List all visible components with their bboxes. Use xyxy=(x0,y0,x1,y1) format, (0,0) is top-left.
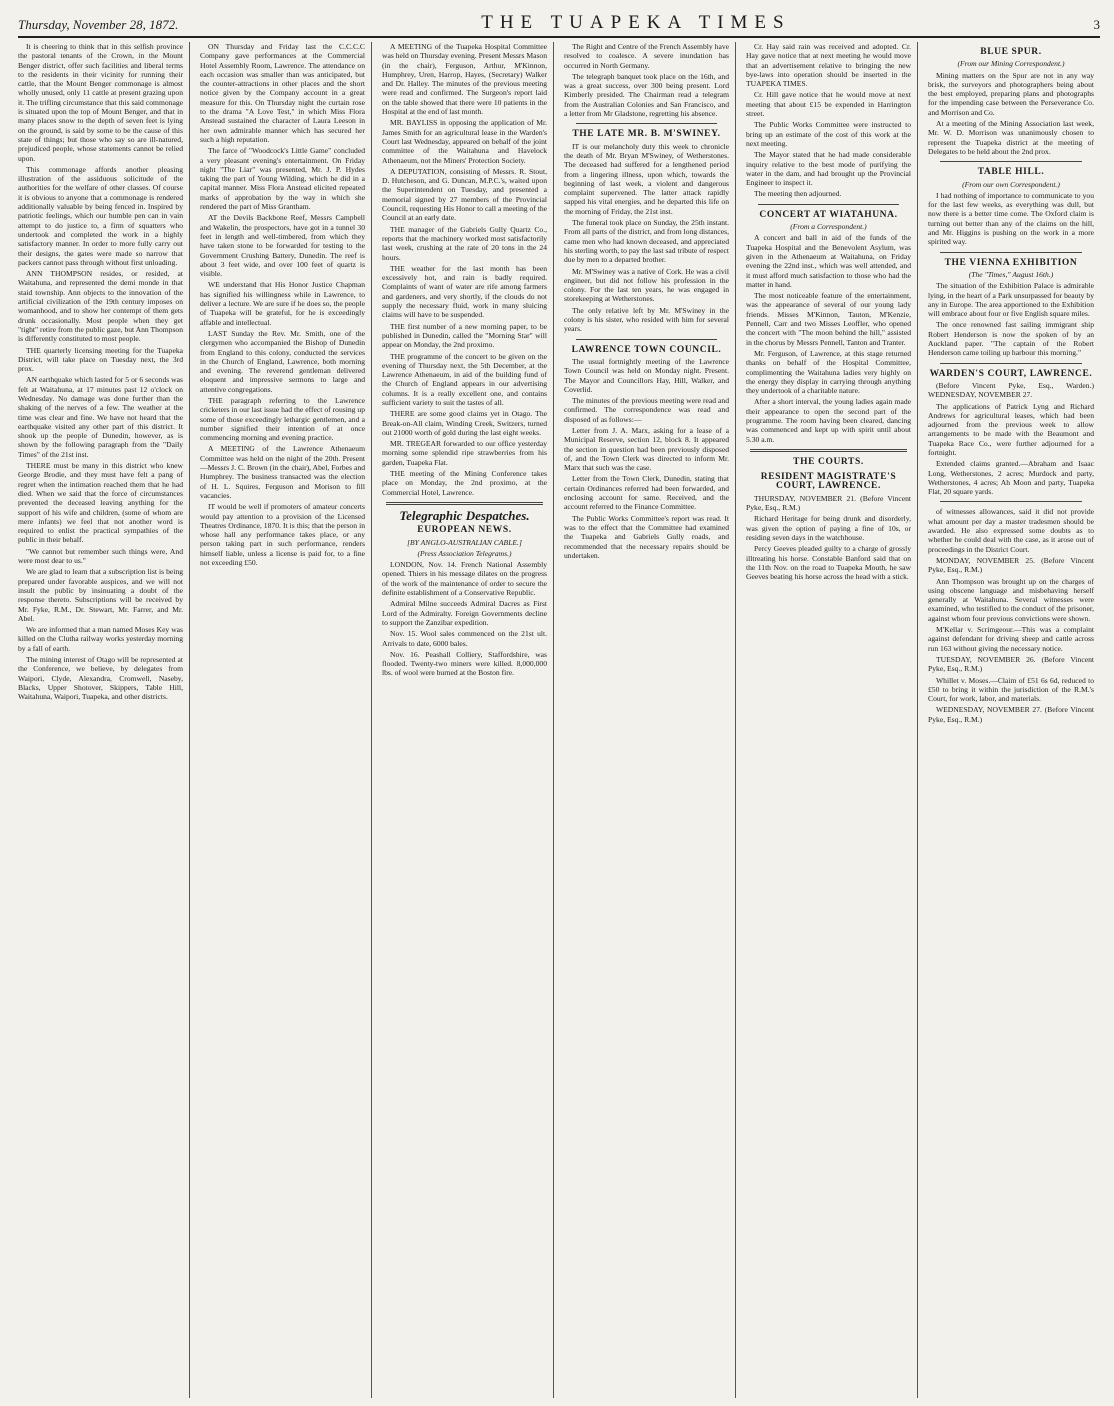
council-heading: LAWRENCE TOWN COUNCIL. xyxy=(571,344,722,355)
divider xyxy=(576,123,717,124)
paragraph: IT would be well if promoters of amateur concerts would pay attention to a provision of the Licensed Theatres Ordinance, 1870. It is this; that the person in whose hall any performance takes place, or any person taking part in such performance, renders himself liable, unless a license is paid for, to a fine not exceeding £50. xyxy=(200,502,365,568)
paragraph: The Public Works Committee's report was read. It was to the effect that the Committee had examined the Tuapeka and Gabriels Gully roads, and recommended that the necessary repairs should be undertaken. xyxy=(564,513,729,560)
paragraph: MR. TREGEAR forwarded to our office yesterday morning some splendid ripe strawberries from his garden, Tuapeka Flat. xyxy=(382,439,547,467)
paragraph: ON Thursday and Friday last the C.C.C.C Company gave performances at the Commercial Hotel Assembly Room, Lawrence. The attendance on each occasion was smaller than was anticipated, but the counter-attractions in other places and the short notice given by the Company account in a great measure for this. On Thursday night the curtain rose to the drama "A Love Test," in which Miss Flora Anstead sustained the character of Laura Leeson in her own admirable manner which has secured her such a high reputation. xyxy=(200,42,365,144)
paragraph: The minutes of the previous meeting were read and confirmed. The correspondence was read and disposed of as follows:— xyxy=(564,396,729,424)
paragraph: Letter from J. A. Marx, asking for a lease of a Municipal Reserve, section 12, block 8. It appeared the section in question had been previously disposed of, and the Town Clerk was directed to inform Mr. Marx that such was the case. xyxy=(564,425,729,473)
paragraph: THE programme of the concert to be given on the evening of Thursday next, the 5th December, at the Lawrence Athenaeum, in aid of the building fund of the Church of England appears in our advertising columns. It is a really excellent one, and contains sufficient variety to suit the tastes of all. xyxy=(382,351,547,407)
paragraph: THE first number of a new morning paper, to be published in Dunedin, called the "Morning Star" will appear on Monday, the 2nd proximo. xyxy=(382,321,547,350)
paragraph: LAST Sunday the Rev. Mr. Smith, one of the clergymen who accompanied the Bishop of Dunedin from England to this colony, conducted the services in the Church of England, Lawrence, both morning and evening. The reverend gentleman delivered eloquent and impressive sermons to large and attentive congregations. xyxy=(200,328,365,394)
blue-spur-paragraphs xyxy=(928,71,1094,157)
column-6 xyxy=(928,42,1100,1398)
paragraph: THERE must be many in this district who knew George Brodie, and they must have felt a pang of regret when the intimation reached them that he had died. When we said that the force of circumstances prevented the deceased leaving anything for the support of his wife and children, (some of whom are mere infants) we feel that not another word is required to enlist the practical sympathies of the public in their behalf. xyxy=(18,461,183,545)
concert-heading: CONCERT AT WIATAHUNA. xyxy=(759,209,898,220)
paragraph: TUESDAY, NOVEMBER 26. (Before Vincent Pyke, Esq., R.M.) xyxy=(928,654,1094,674)
paragraph: We are informed that a man named Moses Key was killed on the Clutha railway works yesterday morning by a fall of earth. xyxy=(18,625,183,653)
divider xyxy=(940,363,1082,364)
masthead xyxy=(18,8,1100,38)
paragraph: This commonage affords another pleasing illustration of the assiduous solicitude of the authorities for the welfare of other classes. Of course it is obvious to anyone that a commonage is rendered additionally valuable by being fenced in. Inspired by patriotic feelings, which our humble pen can in vain attempt to do justice to, a firm of squatters who undertook and completed the work in a highly satisfactory manner. In order to more fully carry out their designs, the gates were made so narrow that packers cannot pass through without first unloading. xyxy=(18,164,183,267)
paragraph: The most noticeable feature of the entertainment, was the appearance of several of our young lady friends. Misses M'Kinnon, Tauton, M'Kenzie, Pennell, Carr and two Misses Leoffler, who opened the concert with "The moon behind the hill," assisted in the chorus by Messrs Pennell, Tanton and Tranter. xyxy=(746,291,911,347)
paragraph: A DEPUTATION, consisting of Messrs. R. Stout, D. Hutcheson, and G. Duncan, M.P.C.'s, waited upon the Superintendent on Tuesday, and presented a memorial signed by 27 members of the Provincial Council, requesting His Honor to call a meeting of the Council at an early date. xyxy=(382,166,547,223)
paragraph: MONDAY, NOVEMBER 25. (Before Vincent Pyke, Esq., R.M.) xyxy=(928,555,1094,575)
paragraph: Extended claims granted.—Abraham and Isaac Long, Wetherstones, 2 acres; Murdock and party, Wetherstones, 4 acres; Ah Moon and party, Tuapeka Flat, 20 square yards. xyxy=(928,459,1094,497)
paragraph: Richard Heritage for being drunk and disorderly, was given the option of paying a fine of 10s, or residing seven days in the watchhouse. xyxy=(746,514,911,542)
telegraph-heading: Telegraphic Despatches. xyxy=(399,507,530,523)
council-paragraphs xyxy=(564,357,729,560)
divider xyxy=(940,252,1082,253)
column-1-paragraphs xyxy=(18,42,183,701)
paragraph: Nov. 16. Peashall Colliery, Staffordshire, was flooded. Twenty-two miners were killed. 8,000,000 lbs. of wool were burned at the Boston fire. xyxy=(382,649,547,678)
paragraph: A MEETING of the Tuapeka Hospital Committee was held on Thursday evening. Present Messrs Mason (in the chair), Ferguson, Arthur, M'Kinnon, Humphrey, Uren, Harrop, Hayes, (Secretary) Walker and Dr. Halley. The minutes of the previous meeting were read and confirmed. The Surgeon's report laid on the table showed that there were 10 patients in the Hospital at the end of last month. xyxy=(382,42,547,117)
vienna-paragraphs xyxy=(928,281,1094,357)
paragraph: Admiral Milne succeeds Admiral Dacres as First Lord of the Admiralty. Foreign Governments decline to support the Zanzibar expedition. xyxy=(382,599,547,627)
blue-spur-heading: BLUE SPUR. xyxy=(980,47,1042,57)
paragraph: Mining matters on the Spur are not in any way brisk, the surveyors and photographers being about the best employed, preparing plans and photographs for the impending case between the Perseverance Co. and Morrison and Co. xyxy=(928,70,1094,117)
concert-sub: (From a Correspondent.) xyxy=(790,222,867,232)
paragraph: Whillet v. Moses.—Claim of £51 6s 6d, reduced to £50 to bring it within the jurisdiction of the R.M.'s Court, for work, labor, and materials. xyxy=(928,675,1094,704)
paragraph: M'Kellar v. Scrimgeour.—This was a complaint against defendant for driving sheep and cattle across run 163 without giving the necessary notice. xyxy=(928,625,1094,653)
divider xyxy=(576,339,717,340)
death-paragraphs xyxy=(564,142,729,334)
paragraph: The funeral took place on Sunday, the 25th instant. From all parts of the district, and from long distances, came men who had known deceased, and appreciated his sterling worth, to pay the last sad tribute of respect due by men to a departed brother. xyxy=(564,218,729,265)
column-2-paragraphs xyxy=(200,42,365,567)
paragraph: The mining interest of Otago will be represented at the Conference, we believe, by delegates from Waipori, Clyde, Alexandra, Cromwell, Naseby, Blacks, Upper Shotover, Skippers, Table Hill, Waitahuna, Waipori, Tuapeka, and other districts. xyxy=(18,655,183,702)
paragraph: AT the Devils Backbone Reef, Messrs Campbell and Wakelin, the prospectors, have got in a tunnel 30 feet in length and well-timbered, from which they have taken stone to be forwarded for testing to the Government Crushing Battery, Dunedin. The reef is about 3 feet wide, and over 100 feet of quartz is visible. xyxy=(200,213,365,279)
paragraph: THE weather for the last month has been excessively hot, and rain is badly required. Complaints of want of water are rife among farmers and gardeners, and very shortly, if the clouds do not supply the necessary fluid, work in many sluicing claims will have to be suspended. xyxy=(382,263,547,320)
column-2 xyxy=(200,42,372,1398)
divider xyxy=(758,204,899,205)
divider xyxy=(940,501,1082,502)
european-news-heading: EUROPEAN NEWS. xyxy=(417,525,512,536)
blue-spur-sub: (From our Mining Correspondent.) xyxy=(957,59,1065,69)
table-hill-sub: (From our own Correspondent.) xyxy=(962,179,1060,189)
paragraph: The situation of the Exhibition Palace is admirable lying, in the heart of a Park unsurpassed for beauty by any in Europe. The area apportioned to the Exhibition will embrace about four or five English square miles. xyxy=(928,281,1094,319)
paragraph: ANN THOMPSON resides, or resided, at Waitahuna, and represented the demi monde in that staid township. Ann objects to the innovation of the artificial civilization of the 19th century imposes on womanhood, and to show her contempt of them gets drunk occasionally. Most people when they get "tight" retire from the public gaze, but Ann Thompson is differently constituted to most people. xyxy=(18,269,183,344)
paragraph: Percy Geeves pleaded guilty to a charge of grossly illtreating his horse. Constable Banford said that on the 11th Nov. on the road to Tuapeka Mouth, he saw Geeves beating his horse across the head with a stick. xyxy=(746,544,911,582)
column-4 xyxy=(564,42,736,1398)
paragraph: Mr. Ferguson, of Lawrence, at this stage returned thanks on behalf of the Hospital Committee, complimenting the Waitahuna ladies very highly on the energy they display in carrying through anything they undertook of a charitable nature. xyxy=(746,348,911,396)
paragraph: THERE are some good claims yet in Otago. The Break-on-All claim, Winding Creek, Switzers, turned out 21000 worth of gold during the last eight weeks. xyxy=(382,409,547,437)
court-paragraphs xyxy=(746,494,911,582)
death-heading: THE LATE MR. B. M'SWINEY. xyxy=(572,129,721,140)
paragraph: THE meeting of the Mining Conference takes place on Monday, the 2nd proximo, at the Commercial Hotel, Lawrence. xyxy=(382,469,547,497)
paragraph: AN earthquake which lasted for 5 or 6 seconds was felt at Waitahuna, at 17 minutes past 12 o'clock on Wednesday. No damage was done further than the shaking of the nerves of a few. The weather at the time was clear and fine. We have not heard that the earthquake visited any other part of this district. It shook up the people of Dunedin, however, as is shown by the following paragraph from the "Daily Times" of the 21st inst. xyxy=(18,375,183,459)
paragraph: The farce of "Woodcock's Little Game" concluded a very pleasant evening's entertainment. On Friday night "The Liar" was presented, Mr. J. P. Hydes taking the part of Young Wilding, which he did in a capital manner. Miss Flora Anstead elicited repeated marks of approbation by the way in which she rendered the part of Miss Grantham. xyxy=(200,146,365,212)
paragraph: THE quarterly licensing meeting for the Tuapeka District, will take place on Tuesday next, the 3rd prox. xyxy=(18,345,183,374)
paragraph: A concert and ball in aid of the funds of the Tuapeka Hospital and the Benevolent Asylum, was given in the Athenaeum at Waitahuna, on Friday evening the 22nd inst., which was well attended, and it must afford much satisfaction to those who had the matter in hand. xyxy=(746,233,911,289)
paragraph: The Public Works Committee were instructed to bring up an estimate of the cost of this work at the next meeting. xyxy=(746,120,911,148)
table-hill-heading: TABLE HILL. xyxy=(977,167,1045,178)
paragraph: We are glad to learn that a subscription list is being prepared under favorable auspices, and we will not insult the public by insinuating a doubt of the response thereto. Subscriptions will be received by Mr. Fyke, R.M., Dr. Stewart, Mr. Farrer, and Mr. Abel. xyxy=(18,567,183,623)
paragraph: The usual fortnightly meeting of the Lawrence Town Council was held on Monday night. Present. The Mayor and Councillors Hay, Hill, Walker, and Coverlid. xyxy=(564,356,729,394)
divider xyxy=(750,449,907,452)
warden-paragraphs xyxy=(928,381,1094,497)
column-4-paragraphs xyxy=(564,42,729,118)
paragraph: Mr. M'Swiney was a native of Cork. He was a civil engineer, but did not follow his profession in the colony. For the last ten years, he was engaged in storekeeping at Wetherstones. xyxy=(564,266,729,304)
column-6-paragraphs xyxy=(928,507,1094,724)
paragraph: (Before Vincent Pyke, Esq., Warden.) WEDNESDAY, NOVEMBER 27. xyxy=(928,380,1094,400)
paragraph: The only relative left by Mr. M'Swiney in the colony is his sister, who resided with him for several years. xyxy=(564,305,729,334)
column-5-paragraphs xyxy=(746,42,911,199)
paragraph: The meeting then adjourned. xyxy=(754,189,842,199)
divider xyxy=(940,161,1082,162)
paragraph: THE paragraph referring to the Lawrence cricketers in our last issue had the effect of rousing up some of those exceedingly lethargic gentlemen, and a number signified their intention of at once commencing morning and evening practice. xyxy=(200,395,365,443)
paragraph: IT is our melancholy duty this week to chronicle the death of Mr. Bryan M'Swiney, of Wetherstones. The deceased had suffered for a lengthened period from a lingering illness, upon which, towards the beginning of last week, a violent and dangerous complaint supervened. The latter attack rapidly sapped his vital energies, and he departed this life on the morning of Friday, the 21st inst. xyxy=(564,141,729,216)
column-3 xyxy=(382,42,554,1398)
paragraph: WEDNESDAY, NOVEMBER 27. (Before Vincent Pyke, Esq., R.M.) xyxy=(928,705,1094,724)
paragraph: A MEETING of the Lawrence Athenaeum Committee was held on the night of the 20th. Present—Messrs J. C. Brown (in the chair), Abel, Forbes and Humphrey. The business transacted was the election of H. L. Squires, Ferguson and Morison to fill vacancies. xyxy=(200,444,365,500)
cable-line: [BY ANGLO-AUSTRALIAN CABLE.] xyxy=(407,537,522,547)
paragraph: MR. BAYLISS in opposing the application of Mr. James Smith for an agricultural lease in the Warden's Court last Wednesday, appeared on behalf of the joint committee of the Waitahuna and Havelock Athenaeum, not the Miners' Protection Society. xyxy=(382,118,547,165)
paragraph: THURSDAY, NOVEMBER 21. (Before Vincent Pyke, Esq., R.M.) xyxy=(746,493,911,513)
paragraph: At a meeting of the Mining Association last week, Mr. W. D. Morrison was unanimously chosen to represent the Tuapeka district at the meeting of Delegates to be held about the 2nd prox. xyxy=(928,119,1094,156)
warden-heading: WARDEN'S COURT, LAWRENCE. xyxy=(929,368,1093,379)
paragraph: of witnesses allowances, said it did not provide what amount per day a master tradesmen should be awarded. He also expressed some doubts as to whether he could deal with the case, as it arose out of proceedings in the District Court. xyxy=(928,507,1094,554)
court-heading: RESIDENT MAGISTRATE'S COURT, LAWRENCE. xyxy=(760,472,897,492)
issue-date: Thursday, November 28, 1872. xyxy=(18,17,179,32)
table-hill-paragraphs xyxy=(928,191,1094,247)
column-3-paragraphs xyxy=(382,42,547,497)
paragraph: The Mayor stated that he had made considerable inquiry relative to the best mode of purifying the water in the dam, and had brought up the Provincial Engineer to inspect it. xyxy=(746,150,911,188)
concert-paragraphs xyxy=(746,233,911,444)
paragraph: It is cheering to think that in this selfish province the pastoral tenants of the Crown, in the Mount Benger district, offer such facilities and liberal terms to the residents in their vicinity for running their cattle, that the Mount Benger commonage is almost wholly unused, only 11 cattle at present grazing upon it. The trifling circumstance that this said commonage is situated upon the top of Mount Benger, and that in many places snow to the depth of seven feet is lying on the ground, is said by some to be the cause of this state of things; but those who say so are ill-natured, prejudiced people, whose statements cannot be relied upon. xyxy=(18,42,183,163)
paragraph: The applications of Patrick Lyng and Richard Andrews for agricultural leases, which had been adjourned from the previous week to allow arrangements to be made with the Beaumont and Tuapeka Race Co., were further adjourned for a fortnight. xyxy=(928,401,1094,457)
paragraph: LONDON, Nov. 14. French National Assembly opened. Thiers in his message dilates on the progress of the work of the maintenance of order to secure the definite establishment of a Conservative Republic. xyxy=(382,560,547,598)
paragraph: I had nothing of importance to communicate to you for the last few weeks, as everything was dull, but now there is a better time come. The Oxford claim is turning out better than any of the claims on the hill, and Mr. Higgins is pushing on the work in a more spirited way. xyxy=(928,190,1094,247)
paragraph: Letter from the Town Clerk, Dunedin, stating that certain Ordinances referred had been forwarded, and enclosing account for same. Received, and the account referred to the Finance Committee. xyxy=(564,474,729,512)
paragraph: Ann Thompson was brought up on the charges of using obscene language and misbehaving herself generally at Waitahuna. Several witnesses were examined, who testified to the conduct of the prisoner, against whom four previous convictions were shown. xyxy=(928,576,1094,623)
paragraph: WE understand that His Honor Justice Chapman has signified his willingness while in Lawrence, to deliver a lecture. We are sure if he does so, the people of Tuapeka will be grateful, for he is exceedingly affable and intellectual. xyxy=(200,280,365,327)
columns xyxy=(18,42,1100,1398)
vienna-heading: THE VIENNA EXHIBITION xyxy=(944,257,1078,268)
paragraph: "We cannot but remember such things were, And were most dear to us." xyxy=(18,546,183,566)
paragraph: After a short interval, the young ladies again made their appearance to open the second part of the programme. The room having been cleared, dancing was commenced and kept up with spirit until about 5.30 a.m. xyxy=(746,397,911,444)
vienna-sub: (The "Times," August 16th.) xyxy=(968,269,1054,279)
cable-paragraphs xyxy=(382,560,547,678)
paragraph: The telegraph banquet took place on the 16th, and was a great success, over 300 being present. Lord Kimberly presided. The Chairman read a telegram from the Australian Colonies and San Francisco, and a letter from Mr Gladstone, regretting his absence. xyxy=(564,71,729,119)
paragraph: Cr. Hill gave notice that he would move at next meeting that about £15 be expended in Harrington street. xyxy=(746,90,911,119)
paragraph: The once renowned fast sailing immigrant ship Robert Henderson is now the spoken of by an Auckland paper. "The captain of the Robert Henderson came toiling up harbour this morning." xyxy=(928,320,1094,358)
column-5 xyxy=(746,42,918,1398)
newspaper-title: THE TUAPEKA TIMES xyxy=(481,12,791,33)
courts-heading: THE COURTS. xyxy=(793,456,864,467)
page-number: 3 xyxy=(1093,17,1100,32)
paragraph: The Right and Centre of the French Assembly have resolved to coalesce. A severe inundation has occurred in North Germany. xyxy=(564,42,729,70)
cable-sub: (Press Association Telegrams.) xyxy=(417,548,512,558)
paragraph: Nov. 15. Wool sales commenced on the 21st ult. Arrivals to date, 6000 bales. xyxy=(382,629,547,648)
paragraph: THE manager of the Gabriels Gully Quartz Co., reports that the machinery worked most satisfactorily last week, crushing at the rate of 20 tons in the 24 hours. xyxy=(382,224,547,262)
column-1 xyxy=(18,42,190,1398)
divider xyxy=(386,502,543,505)
paragraph: Cr. Hay said rain was received and adopted. Cr. Hay gave notice that at next meeting he would move that an advertisement relative to bringing the new bye-laws into operation should be inserted in the TUAPEKA TIMES. xyxy=(746,42,911,89)
